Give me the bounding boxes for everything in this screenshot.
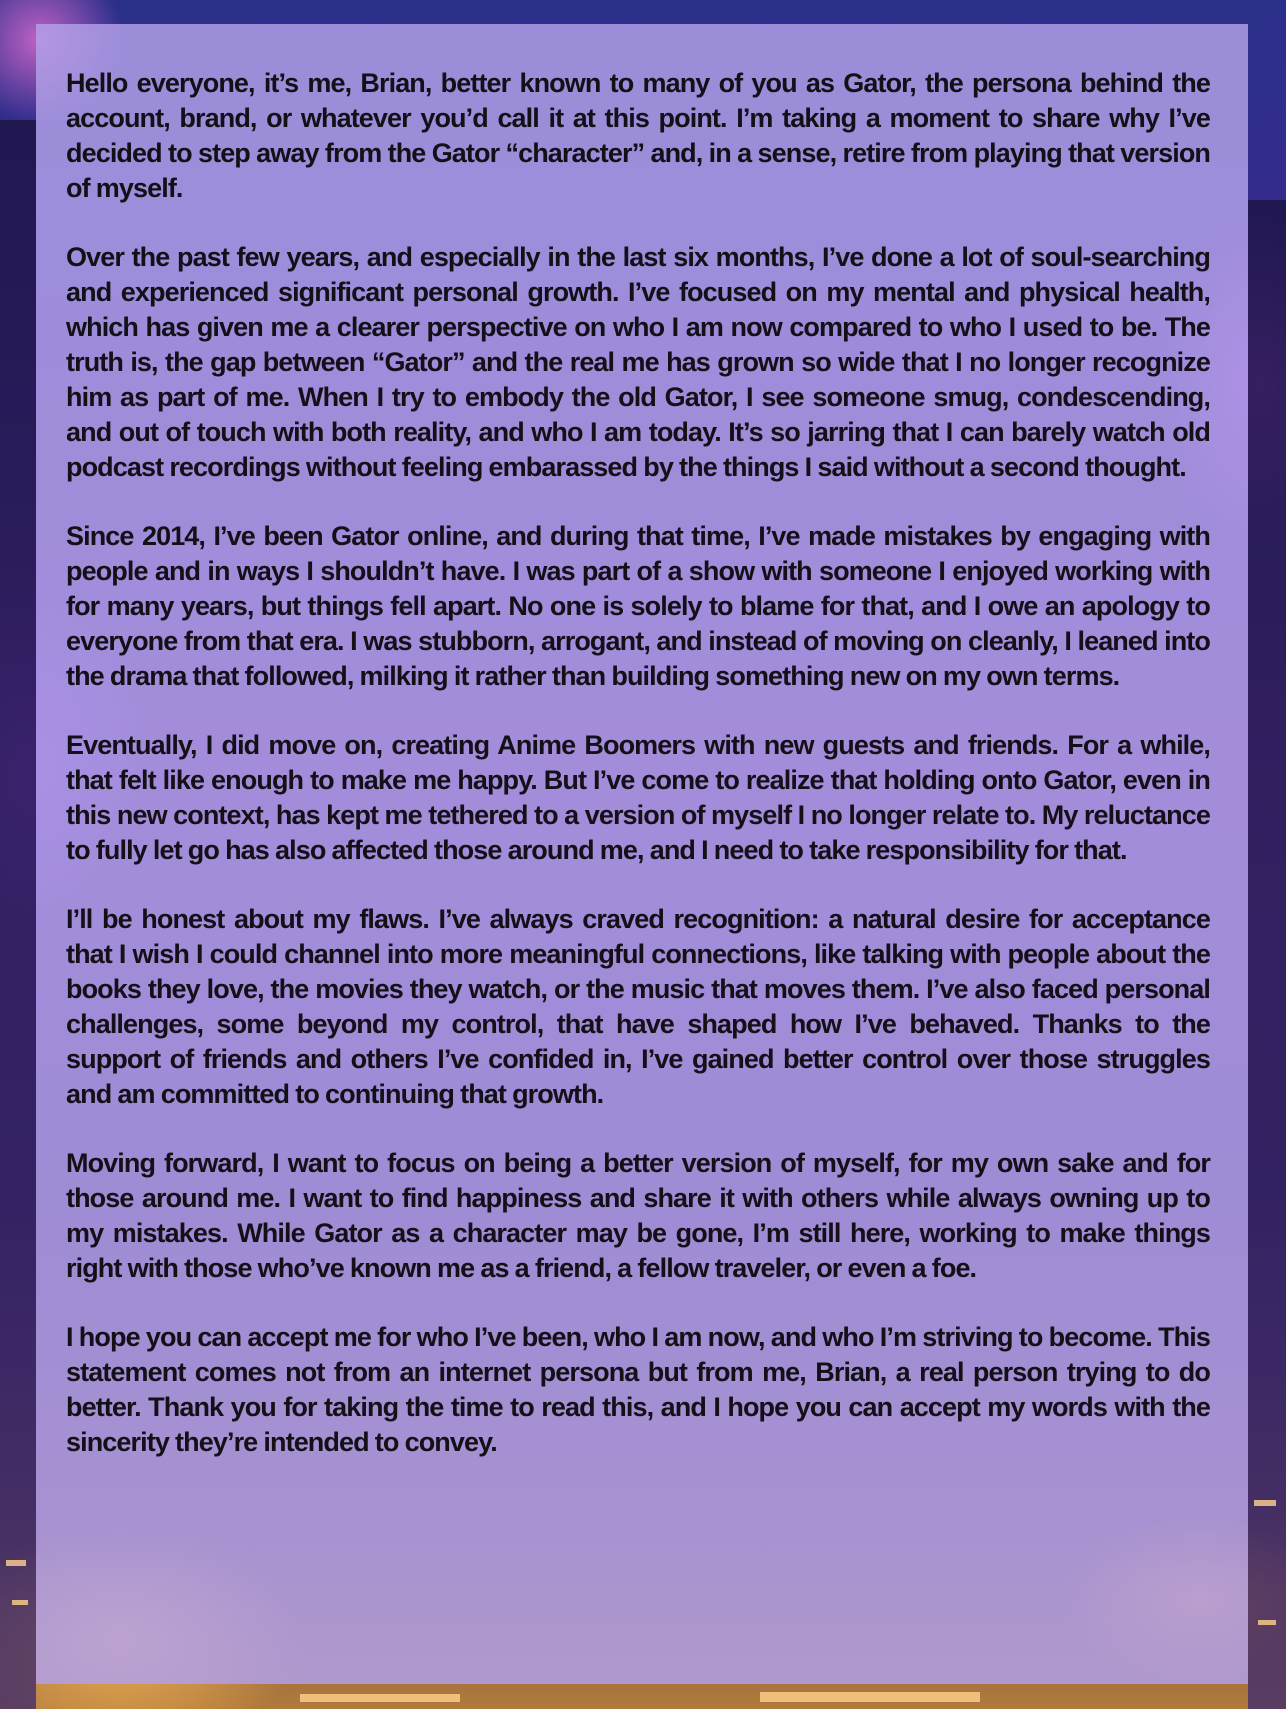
- statement-paragraph-5: I’ll be honest about my flaws. I’ve always craved recognition: a natural desire for acceptance that I wish I could channel into more meaningful connections, like talking with people about the books they love, the movies they watch, or the music that moves them. I’ve also faced personal challenges, some beyond my control, that have shaped how I’ve behaved. Thanks to the support of friends and others I’ve confided in, I’ve gained better control over those struggles and am committed to continuing that growth.: [66, 904, 1210, 1109]
- building-right: [1248, 200, 1286, 1709]
- city-light-left-2: [12, 1600, 28, 1605]
- city-light-right: [1254, 1500, 1276, 1506]
- statement-paragraph-6: Moving forward, I want to focus on being a better version of myself, for my own sake and for those around me. I want to find happiness and share it with others while always owning up to my mistakes. While Gator as a character may be gone, I’m still here, working to make things right with those who’ve known me as a friend, a fellow traveler, or even a foe.: [66, 1148, 1210, 1283]
- statement-paragraph-1: Hello everyone, it’s me, Brian, better known to many of you as Gator, the persona behind the account, brand, or whatever you’d call it at this point. I’m taking a moment to share why I’ve decided to step away from the Gator “character” and, in a sense, retire from playing that version of myself.: [66, 68, 1210, 203]
- statement-paragraph-3: Since 2014, I’ve been Gator online, and during that time, I’ve made mistakes by engaging with people and in ways I shouldn’t have. I was part of a show with someone I enjoyed working with for many years, but things fell apart. No one is solely to blame for that, and I owe an apology to everyone from that era. I was stubborn, arrogant, and instead of moving on cleanly, I leaned into the drama that followed, milking it rather than building something new on my own terms.: [66, 521, 1210, 691]
- statement-panel: [36, 24, 1248, 1684]
- building-left: [0, 120, 36, 1709]
- statement-paragraph-4: Eventually, I did move on, creating Anime Boomers with new guests and friends. For a while, that felt like enough to make me happy. But I’ve come to realize that holding onto Gator, even in this new context, has kept me tethered to a version of myself I no longer relate to. My reluctance to fully let go has also affected those around me, and I need to take responsibility for that.: [66, 730, 1210, 865]
- city-light-bottom-2: [760, 1692, 980, 1702]
- statement-paragraph-7: I hope you can accept me for who I’ve been, who I am now, and who I’m striving to become. This statement comes not from an internet persona but from me, Brian, a real person trying to do better. Thank you for taking the time to read this, and I hope you can accept my words with the sincerity they’re intended to convey.: [66, 1322, 1210, 1457]
- city-light-left: [6, 1560, 26, 1566]
- city-light-bottom: [300, 1694, 460, 1702]
- statement-paragraph-2: Over the past few years, and especially in the last six months, I’ve done a lot of soul-searching and experienced significant personal growth. I’ve focused on my mental and physical health, which has given me a clearer perspective on who I am now compared to who I used to be. The truth is, the gap between “Gator” and the real me has grown so wide that I no longer recognize him as part of me. When I try to embody the old Gator, I see someone smug, condescending, and out of touch with both reality, and who I am today. It’s so jarring that I can barely watch old podcast recordings without feeling embarassed by the things I said without a second thought.: [66, 242, 1210, 482]
- city-light-right-2: [1258, 1620, 1276, 1625]
